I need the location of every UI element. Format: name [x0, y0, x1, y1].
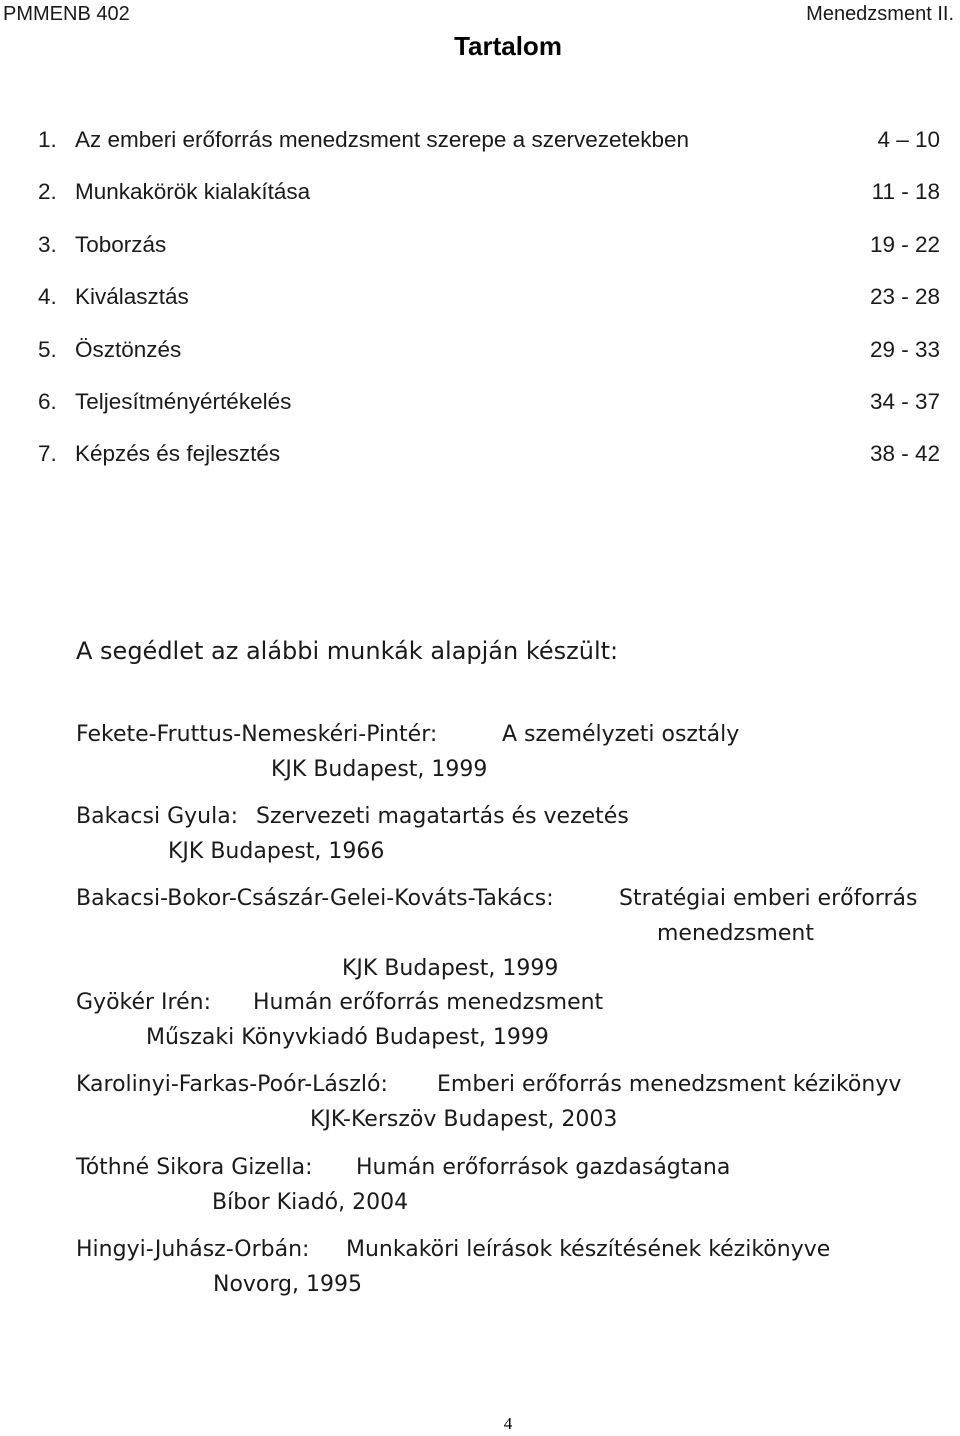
reference-publisher: Bíbor Kiadó, 2004 [212, 1190, 409, 1215]
reference-publisher: KJK Budapest, 1999 [342, 956, 559, 981]
toc-number: 5. [38, 337, 57, 362]
reference-authors: Gyökér Irén: [76, 990, 211, 1015]
references-intro: A segédlet az alábbi munkák alapján készült: [76, 637, 619, 665]
toc-label: Kiválasztás [75, 284, 189, 309]
reference-title: Emberi erőforrás menedzsment kézikönyv [437, 1072, 902, 1097]
toc-number: 6. [38, 389, 57, 414]
toc-row [38, 231, 942, 259]
toc-pages: 19 - 22 [869, 232, 940, 257]
page-number: 4 [503, 1414, 513, 1433]
toc-pages: 4 – 10 [877, 127, 940, 152]
reference-authors: Tóthné Sikora Gizella: [76, 1155, 313, 1180]
toc-row [38, 388, 942, 416]
toc-pages: 11 - 18 [871, 179, 940, 204]
reference-publisher: KJK Budapest, 1999 [271, 757, 488, 782]
toc-row [38, 283, 942, 311]
toc-row [38, 440, 942, 468]
reference-title: Stratégiai emberi erőforrás [619, 886, 918, 911]
toc-row [38, 336, 942, 364]
reference-title: A személyzeti osztály [502, 722, 740, 747]
toc-label: Munkakörök kialakítása [75, 179, 311, 204]
reference-authors: Fekete-Fruttus-Nemeskéri-Pintér: [76, 722, 438, 747]
toc-label: Teljesítményértékelés [75, 389, 292, 414]
header-left: PMMENB 402 [3, 3, 130, 25]
toc-pages: 38 - 42 [869, 441, 940, 466]
reference-authors: Bakacsi-Bokor-Császár-Gelei-Kováts-Takács: [76, 886, 554, 911]
toc-number: 2. [38, 179, 57, 204]
toc-label: Ösztönzés [75, 337, 182, 362]
toc-label: Képzés és fejlesztés [75, 441, 281, 466]
reference-publisher: KJK Budapest, 1966 [168, 839, 385, 864]
toc-label: Toborzás [75, 232, 167, 257]
toc-row [38, 126, 942, 154]
reference-authors: Hingyi-Juhász-Orbán: [76, 1237, 310, 1262]
page-title: Tartalom [454, 31, 562, 61]
reference-authors: Bakacsi Gyula: [76, 804, 239, 829]
reference-publisher: Novorg, 1995 [213, 1272, 362, 1297]
toc-pages: 29 - 33 [869, 337, 940, 362]
reference-title: Humán erőforrás menedzsment [253, 990, 604, 1015]
toc-number: 7. [38, 441, 57, 466]
reference-title: Humán erőforrások gazdaságtana [356, 1155, 731, 1180]
header-right: Menedzsment II. [806, 3, 954, 25]
toc-number: 3. [38, 232, 57, 257]
toc-pages: 23 - 28 [869, 284, 940, 309]
toc-row [38, 178, 942, 206]
reference-publisher: KJK-Kerszöv Budapest, 2003 [310, 1107, 618, 1132]
toc-number: 4. [38, 284, 57, 309]
reference-title: Szervezeti magatartás és vezetés [256, 804, 629, 829]
reference-title-continued: menedzsment [657, 921, 814, 946]
reference-authors: Karolinyi-Farkas-Poór-László: [76, 1072, 388, 1097]
reference-title: Munkaköri leírások készítésének kézikönyve [346, 1237, 831, 1262]
toc-label: Az emberi erőforrás menedzsment szerepe a szervezetekben [75, 127, 690, 152]
toc-pages: 34 - 37 [869, 389, 940, 414]
reference-publisher: Műszaki Könyvkiadó Budapest, 1999 [146, 1025, 549, 1050]
toc-number: 1. [38, 127, 57, 152]
